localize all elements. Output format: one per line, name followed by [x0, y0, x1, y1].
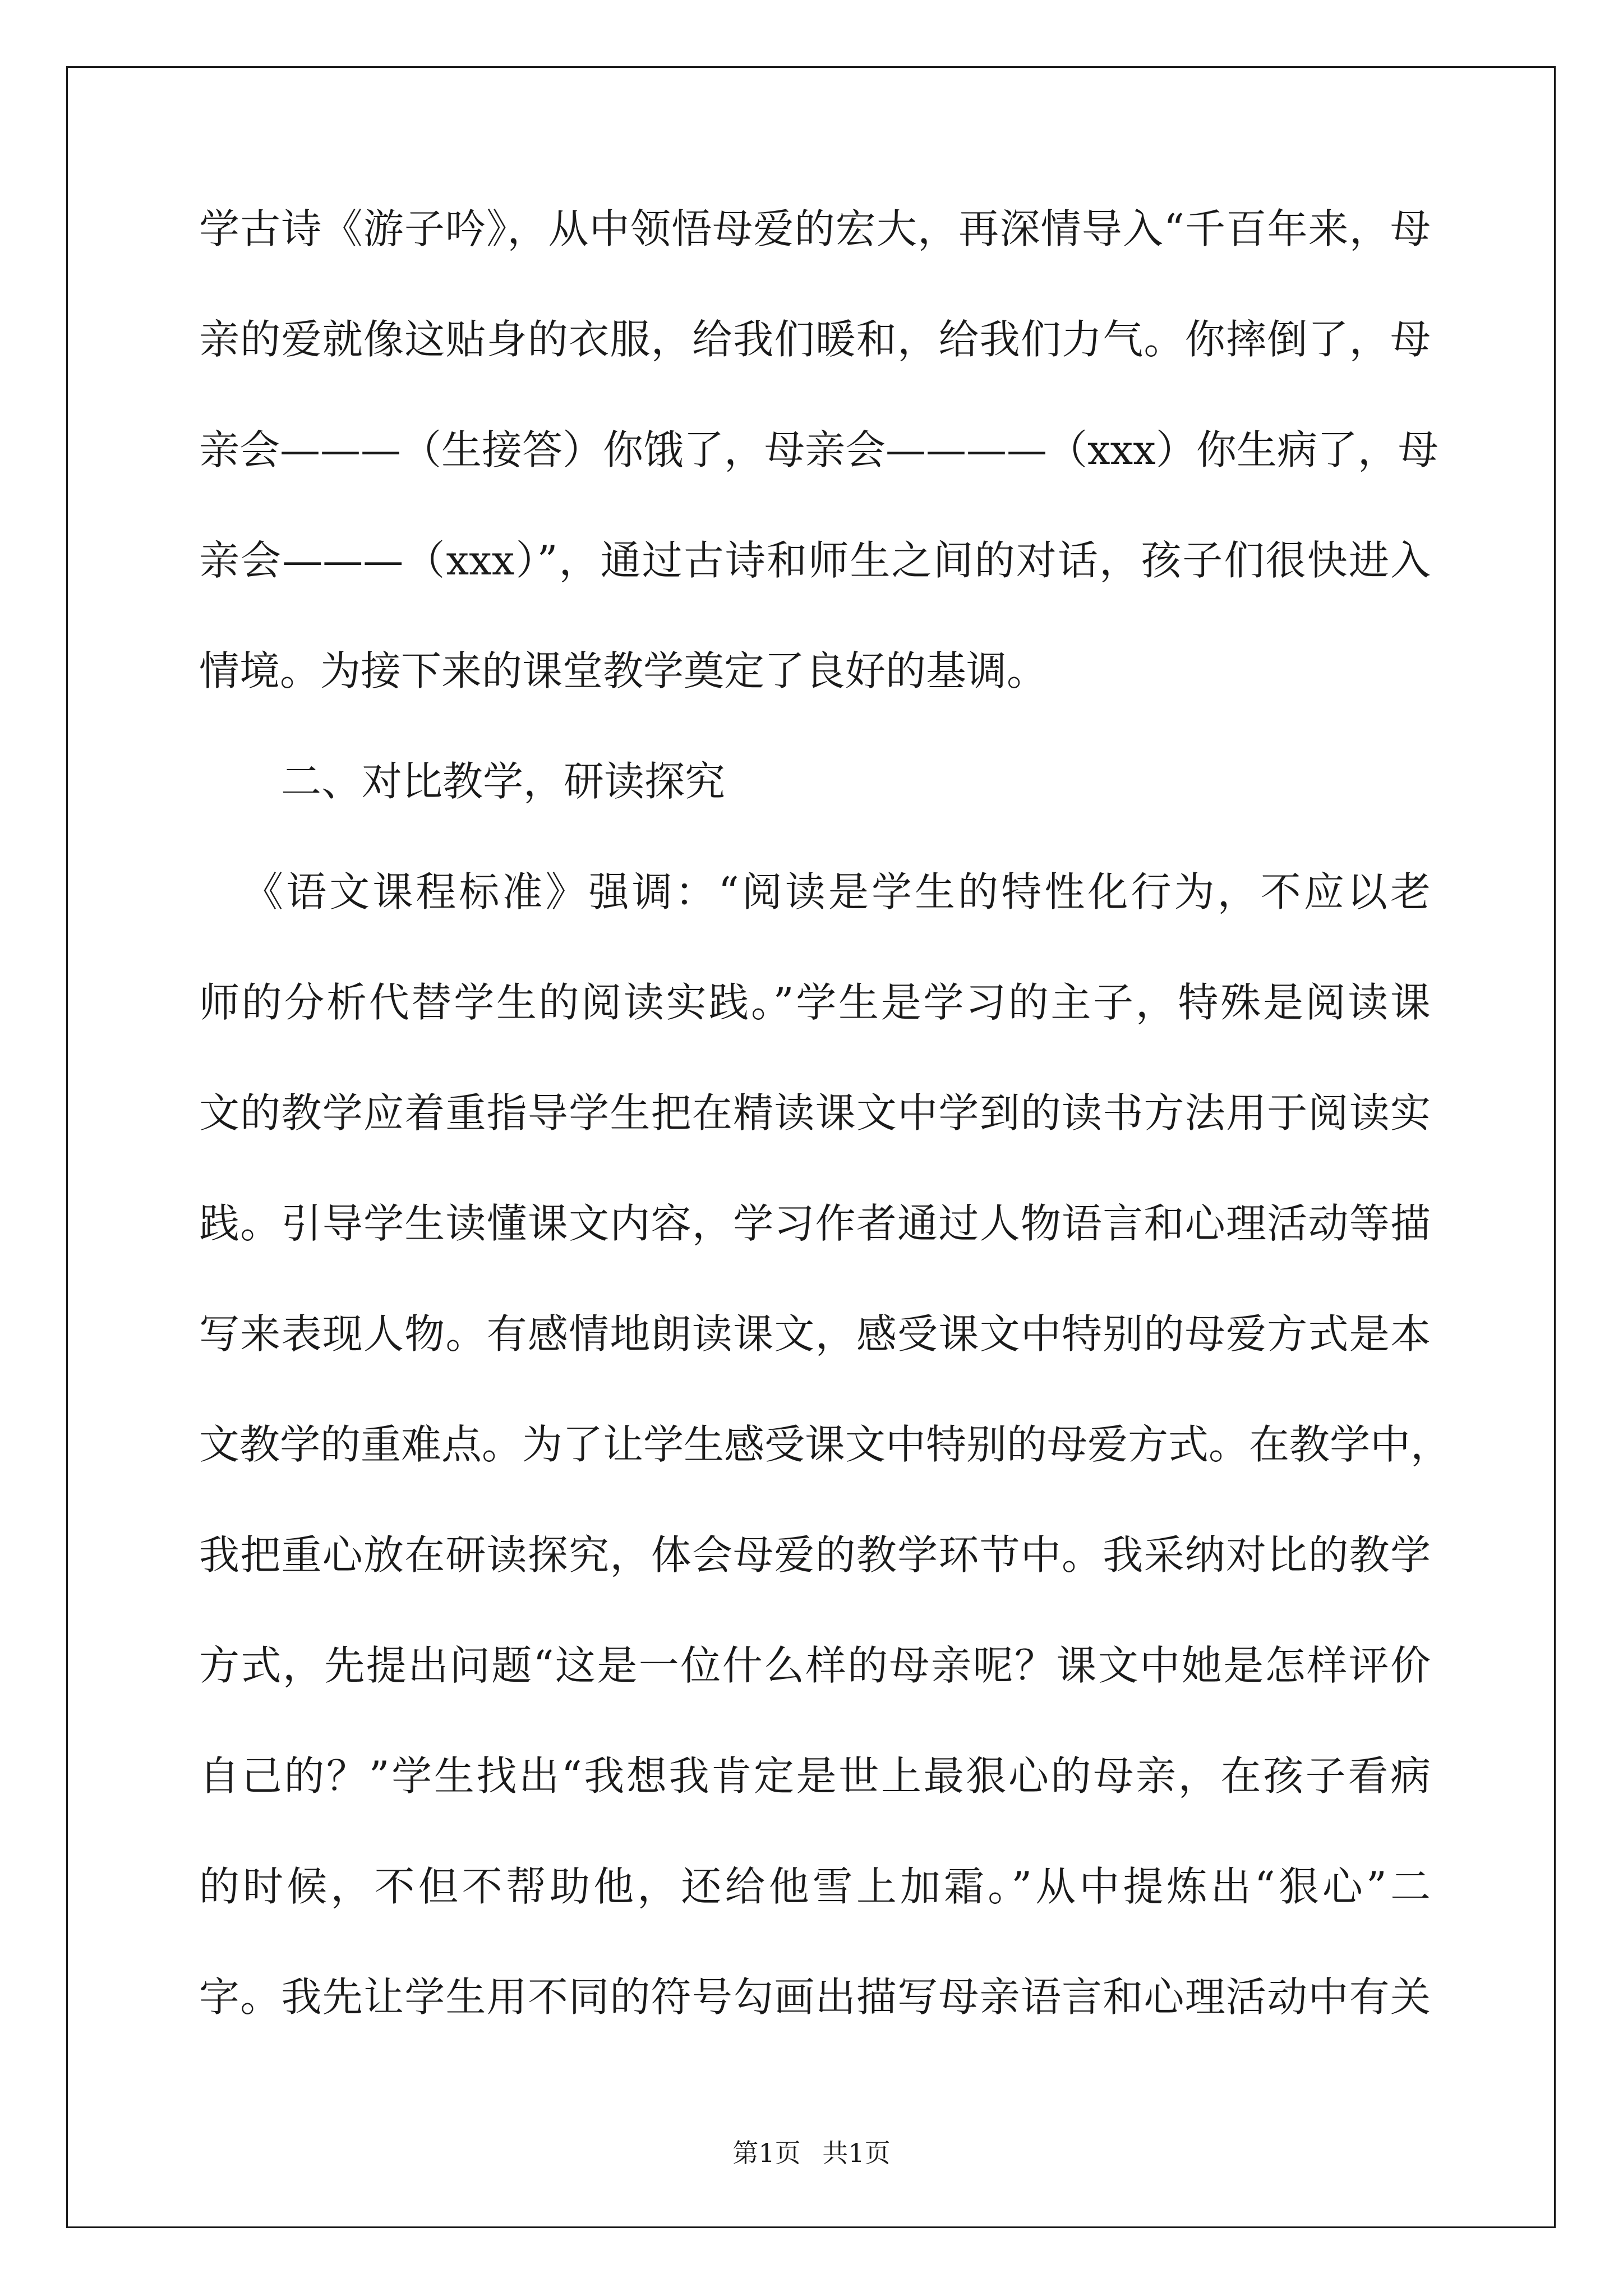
- text-line: 写来表现人物。有感情地朗读课文，感受课文中特别的母爱方式是本: [199, 1310, 1431, 1358]
- text-line: 方式，先提出问题“这是一位什么样的母亲呢？课文中她是怎样评价: [199, 1642, 1431, 1689]
- text-line: 亲会———（生接答）你饿了，母亲会————（xxx）你生病了，母: [199, 426, 1438, 473]
- text-line: 情境。为接下来的课堂教学奠定了良好的基调。: [199, 647, 1048, 694]
- page-number-total: 共1页: [822, 2138, 891, 2168]
- text-line: 亲的爱就像这贴身的衣服，给我们暖和，给我们力气。你摔倒了，母: [199, 316, 1431, 363]
- text-line: 《语文课程标准》强调：“阅读是学生的特性化行为，不应以老: [243, 868, 1431, 915]
- document-body: [199, 205, 1451, 2087]
- text-line: 字。我先让学生用不同的符号勾画出描写母亲语言和心理活动中有关: [199, 1973, 1431, 2021]
- text-line: 学古诗《游子吟》，从中领悟母爱的宏大，再深情导入“千百年来，母: [199, 205, 1431, 252]
- text-line: 文的教学应着重指导学生把在精读课文中学到的读书方法用于阅读实: [199, 1089, 1431, 1137]
- text-line: 文教学的重难点。为了让学生感受课文中特别的母爱方式。在教学中，: [199, 1421, 1451, 1468]
- page-number-current: 第1页: [732, 2138, 801, 2168]
- text-line: 践。引导学生读懂课文内容，学习作者通过人物语言和心理活动等描: [199, 1200, 1431, 1247]
- page-footer: [0, 2133, 1623, 2170]
- section-heading: 二、对比教学，研读探究: [281, 758, 726, 805]
- text-line: 的时候，不但不帮助他，还给他雪上加霜。”从中提炼出“狠心”二: [199, 1863, 1431, 1910]
- text-line: 师的分析代替学生的阅读实践。”学生是学习的主子，特殊是阅读课: [199, 979, 1431, 1026]
- text-line: 我把重心放在研读探究，体会母爱的教学环节中。我采纳对比的教学: [199, 1531, 1431, 1579]
- text-line: 亲会———（xxx）”，通过古诗和师生之间的对话，孩子们很快进入: [199, 537, 1431, 584]
- text-line: 自己的？”学生找出“我想我肯定是世上最狠心的母亲，在孩子看病: [199, 1752, 1431, 1800]
